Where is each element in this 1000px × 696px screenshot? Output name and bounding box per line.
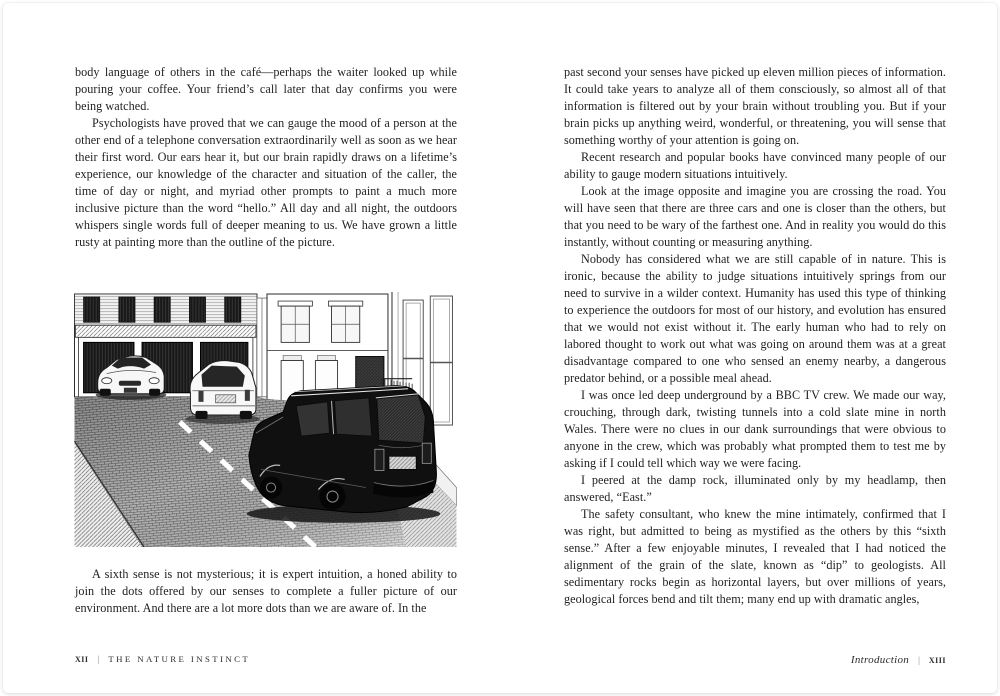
right-page-number: XIII <box>928 656 946 665</box>
left-page-text-top <box>75 64 457 251</box>
paragraph: The safety consultant, who knew the mine intimately, confirmed that I was right, but admitted to being as mystified as the others by this “sixth sense.” After a few enjoyable minutes, I revealed that I had noticed the alignment of the grain of the slate, known as “dip” to geologists. All sedimentary rocks begin as horizontal layers, but over millions of years, geological forces bend and tilt them; many end up with dramatic angles, <box>564 507 946 606</box>
right-page-footer <box>564 654 946 666</box>
left-page-text-bottom <box>75 566 457 617</box>
footer-separator: | <box>97 654 100 664</box>
footer-separator: | <box>918 655 920 665</box>
book-spread <box>3 3 997 693</box>
paragraph: Look at the image opposite and imagine you are crossing the road. You will have seen that there are three cars and one is closer than the others, but that you need to be wary of the farthest one. And in reality you would do this instantly, without counting or measuring anything. <box>564 184 946 249</box>
book-title: THE NATURE INSTINCT <box>108 654 251 664</box>
paragraph: Psychologists have proved that we can gauge the mood of a person at the other end of a telephone conversation extraordinarily well as soon as we hear their first word. Our ears hear it, but our brain rapidly draws on a lifetime’s experience, our knowledge of the character and situation of the caller, the time of day or night, and myriad other prompts to paint a much more inclusive picture than the word “hello.” All day and all night, the outdoors whispers single words full of deeper meaning to us. We have grown a little rusty at painting more than the outline of the picture. <box>75 116 457 249</box>
left-page-number: XII <box>75 655 89 664</box>
alley-gap <box>257 298 267 397</box>
paragraph: Nobody has considered what we are still capable of in nature. This is ironic, because the ability to judge situations intuitively springs from our need to survive in a wilder context. Humanity has used this type of thinking to experience the outdoors for most of our history, and evolution has ensured that we would not exist without it. The early human who had to rely on labored thought to work out what was going on around them was at a great disadvantage compared to one who sensed an enemy nearby, a dangerous predator behind, or a possible meal ahead. <box>564 252 946 385</box>
paragraph: body language of others in the café—perhaps the waiter looked up while pouring your coffee. Your friend’s call later that day confirms you were being watched. <box>75 65 457 113</box>
street-scene-svg <box>73 292 457 547</box>
left-page-footer <box>75 654 457 664</box>
right-page-text <box>564 64 946 608</box>
paragraph: I peered at the damp rock, illuminated only by my headlamp, then answered, “East.” <box>564 473 946 504</box>
chapter-title: Introduction <box>850 654 910 666</box>
street-scene-illustration <box>73 292 457 547</box>
paragraph: past second your senses have picked up eleven million pieces of information. It could take years to analyze all of them consciously, so almost all of that information is filtered out by your brain without troubling you. But if your brain picks up anything weird, wonderful, or threatening, you will sense that something worthy of your attention is going on. <box>564 65 946 147</box>
paragraph: I was once led deep underground by a BBC TV crew. We made our way, crouching, through dark, twisting tunnels into a cold slate mine in north Wales. There were no clues in our dank surroundings that were obvious to anyone in the crew, which was probably what prompted them to test me by asking if I could tell which way we were facing. <box>564 388 946 470</box>
paragraph: A sixth sense is not mysterious; it is expert intuition, a honed ability to join the dots offered by our senses to complete a fuller picture of our environment. And there are a lot more dots than we are aware of. In the <box>75 567 457 615</box>
paragraph: Recent research and popular books have convinced many people of our ability to gauge modern situations intuitively. <box>564 150 946 181</box>
